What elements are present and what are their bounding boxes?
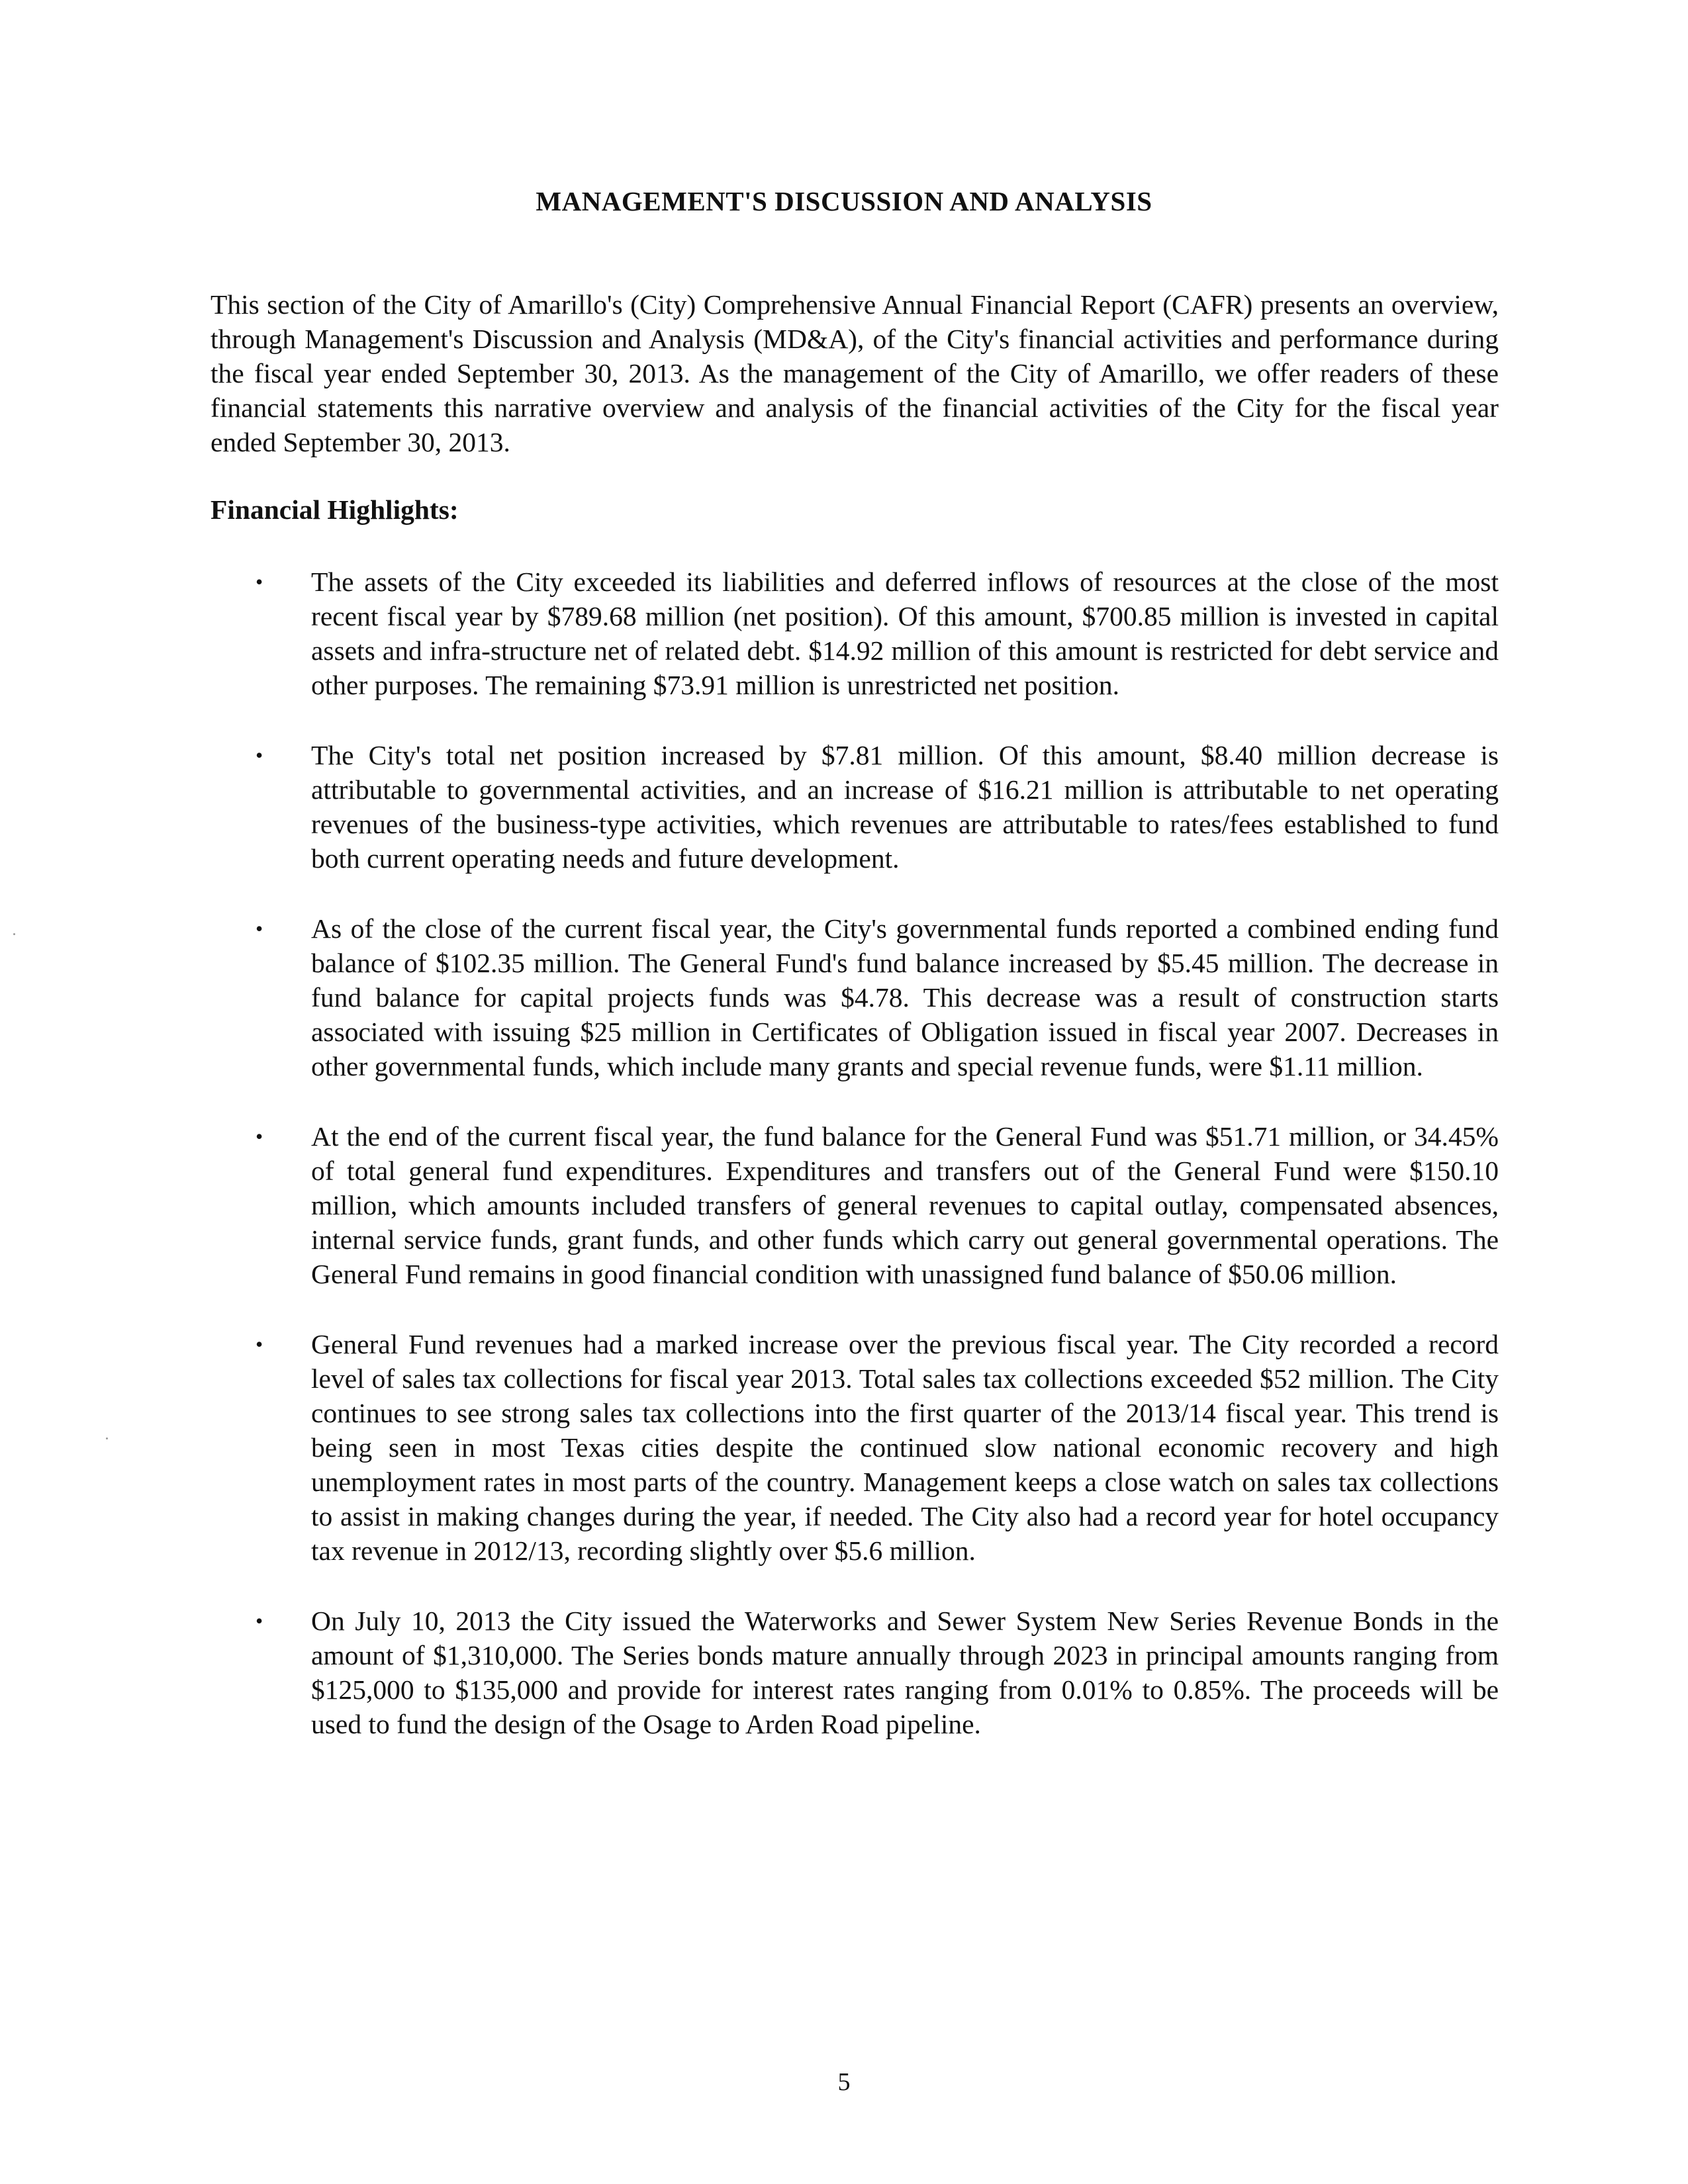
financial-highlights-list <box>211 565 1499 1777</box>
page-number: 5 <box>837 2068 851 2096</box>
highlight-text: General Fund revenues had a marked increase over the previous fiscal year. The City recorded a record level of sales tax collections for fiscal year 2013. Total sales tax collections exceeded $52 million. The City continues to see strong sales tax collections into the first quarter of the 2013/14 fiscal year. This trend is being seen in most Texas cities despite the continued slow national economic recovery and high unemployment rates in most parts of the country. Management keeps a close watch on sales tax collections to assist in making changes during the year, if needed. The City also had a record year for hotel occupancy tax revenue in 2012/13, recording slightly over $5.6 million. <box>311 1329 1499 1566</box>
highlight-text: The assets of the City exceeded its liabilities and deferred inflows of resources at the close of the most recent fiscal year by $789.68 million (net position). Of this amount, $700.85 million is invested in capital assets and infra-structure net of related debt. $14.92 million of this amount is restricted for debt service and other purposes. The remaining $73.91 million is unrestricted net position. <box>311 567 1499 700</box>
highlight-item-general-fund-revenues <box>211 1327 1499 1568</box>
bullet-icon: • <box>256 1332 263 1356</box>
financial-highlights-heading: Financial Highlights: <box>211 494 459 525</box>
highlight-item-net-position-change <box>211 738 1499 876</box>
highlight-item-revenue-bonds <box>211 1604 1499 1741</box>
bullet-icon: • <box>256 917 263 940</box>
scan-speck <box>106 1437 108 1439</box>
intro-paragraph: This section of the City of Amarillo's (City) Comprehensive Annual Financial Report (CAFR) presents an overview, through Management's Discussion and Analysis (MD&A), of the City's financial activities and performance during the fiscal year ended September 30, 2013. As the management of the City of Amarillo, we offer readers of these financial statements this narrative overview and analysis of the financial activities of the City for the fiscal year ended September 30, 2013. <box>211 289 1499 457</box>
highlight-text: On July 10, 2013 the City issued the Waterworks and Sewer System New Series Revenue Bonds in the amount of $1,310,000. The Series bonds mature annually through 2023 in principal amounts ranging from $125,000 to $135,000 and provide for interest rates ranging from 0.01% to 0.85%. The proceeds will be used to fund the design of the Osage to Arden Road pipeline. <box>311 1606 1499 1739</box>
highlight-item-net-position <box>211 565 1499 702</box>
highlight-item-general-fund-balance <box>211 1119 1499 1291</box>
bullet-icon: • <box>256 1609 263 1633</box>
bullet-icon: • <box>256 743 263 767</box>
bullet-icon: • <box>256 570 263 594</box>
highlight-item-governmental-funds <box>211 911 1499 1083</box>
page-title: MANAGEMENT'S DISCUSSION AND ANALYSIS <box>536 186 1152 216</box>
bullet-icon: • <box>256 1124 263 1148</box>
highlight-text: The City's total net position increased by $7.81 million. Of this amount, $8.40 million decrease is attributable to governmental activities, and an increase of $16.21 million is attributable to net operating revenues of the business-type activities, which revenues are attributable to rates/fees established to fund both current operating needs and future development. <box>311 740 1499 874</box>
highlight-text: At the end of the current fiscal year, the fund balance for the General Fund was $51.71 million, or 34.45% of total general fund expenditures. Expenditures and transfers out of the General Fund were $150.10 million, which amounts included transfers of general revenues to capital outlay, compensated absences, internal service funds, grant funds, and other funds which carry out general governmental operations. The General Fund remains in good financial condition with unassigned fund balance of $50.06 million. <box>311 1121 1499 1289</box>
scan-speck <box>13 933 15 935</box>
highlight-text: As of the close of the current fiscal year, the City's governmental funds reported a combined ending fund balance of $102.35 million. The General Fund's fund balance increased by $5.45 million. The decrease in fund balance for capital projects funds was $4.78. This decrease was a result of construction starts associated with issuing $25 million in Certificates of Obligation issued in fiscal year 2007. Decreases in other governmental funds, which include many grants and special revenue funds, were $1.11 million. <box>311 913 1499 1081</box>
